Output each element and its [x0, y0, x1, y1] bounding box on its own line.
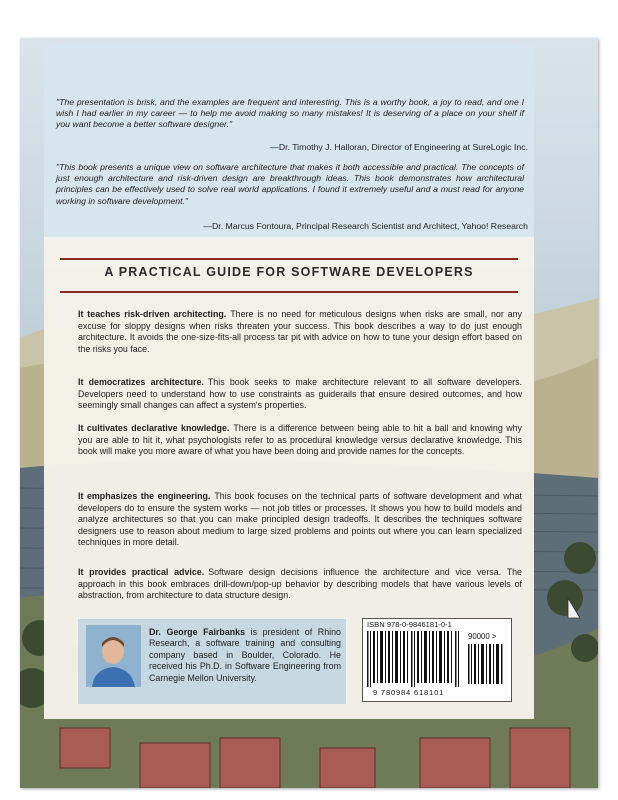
barcode-bars [367, 631, 463, 687]
author-bio-text: is president of Rhino Research, a software training and consulting company based in Boulder, Colorado. He received his Ph.D. in Software Engineering from Carnegie Mellon University. [149, 627, 341, 683]
feature-paragraph [78, 377, 522, 412]
feature-body: There is no need for meticulous designs when risks are small, nor any excuse for sloppy designs when risks threaten your success. This book describes a way to do just enough architecture. It avoids the one-size-fits-all process tar pit with advice on how to tune your design effort based on the risks you face. [78, 309, 522, 354]
feature-lead: It cultivates declarative knowledge. [78, 423, 230, 433]
feature-lead: It democratizes architecture. [78, 377, 204, 387]
feature-body: This book seeks to make architecture relevant to all software developers. Developers need to understand how to use constraints as guiderails that ensure desired outcomes, and how seemingly small changes can affect a system's properties. [78, 377, 522, 411]
feature-body: There is a difference between being able to hit a ball and knowing why you are able to hit it, what psychologists refer to as procedural knowledge versus declarative knowledge. This book will make you more aware of what you have been doing and provide names for the concepts. [78, 423, 522, 457]
endorsement-attribution: —Dr. Marcus Fontoura, Principal Research Scientist and Architect, Yahoo! Research [203, 221, 528, 231]
feature-lead: It teaches risk-driven architecting. [78, 309, 227, 319]
feature-paragraph [78, 491, 522, 549]
feature-paragraph [78, 423, 522, 458]
endorsement-attribution: —Dr. Timothy J. Halloran, Director of Engineering at SureLogic Inc. [270, 142, 528, 152]
ean-number: 9 780984 618101 [373, 688, 445, 697]
endorsement-quote: "This book presents a unique view on software architecture that makes it both accessible and practical. The concepts of just enough architecture and risk-driven design are breakthrough ideas. This book demonstrates how architectural principles can be effectively used to solve real world applications. I found it extremely useful and a must read for anyone working in software development." [56, 162, 524, 206]
divider-bottom [60, 291, 518, 293]
author-photo [86, 625, 141, 687]
endorsement-quote: "The presentation is brisk, and the examples are frequent and interesting. This is a worthy book, a joy to read, and one I wish I had earlier in my career — to help me avoid making so many mistakes! It is deserving of a place on your shelf if you want become a better software designer." [56, 97, 524, 130]
feature-body: Software design decisions influence the architecture and vice versa. The approach in this book embraces drill-down/pop-up behavior by describing models that have various levels of abstraction, from architecture to data structure design. [78, 567, 522, 601]
feature-body: This book focuses on the technical parts of software development and what developers do to ensure the system works — not job titles or processes. It shows you how to build models and analyze architectures so that you can make principled design tradeoffs. It describes the techniques software designers use to reason about medium to large sized problems and points out where you can learn specialized techniques in more detail. [78, 491, 522, 548]
author-bio [149, 627, 341, 684]
author-name: Dr. George Fairbanks [149, 627, 246, 637]
tagline-heading: A PRACTICAL GUIDE FOR SOFTWARE DEVELOPERS [104, 265, 474, 279]
feature-paragraph [78, 309, 522, 355]
feature-paragraph [78, 567, 522, 602]
price-barcode-bars [468, 644, 504, 684]
endorsements-panel [44, 44, 534, 237]
feature-lead: It emphasizes the engineering. [78, 491, 211, 501]
feature-lead: It provides practical advice. [78, 567, 205, 577]
divider-top [60, 258, 518, 260]
isbn-label: ISBN 978-0-9846181-0-1 [367, 620, 452, 629]
price-code: 90000 > [468, 632, 497, 641]
